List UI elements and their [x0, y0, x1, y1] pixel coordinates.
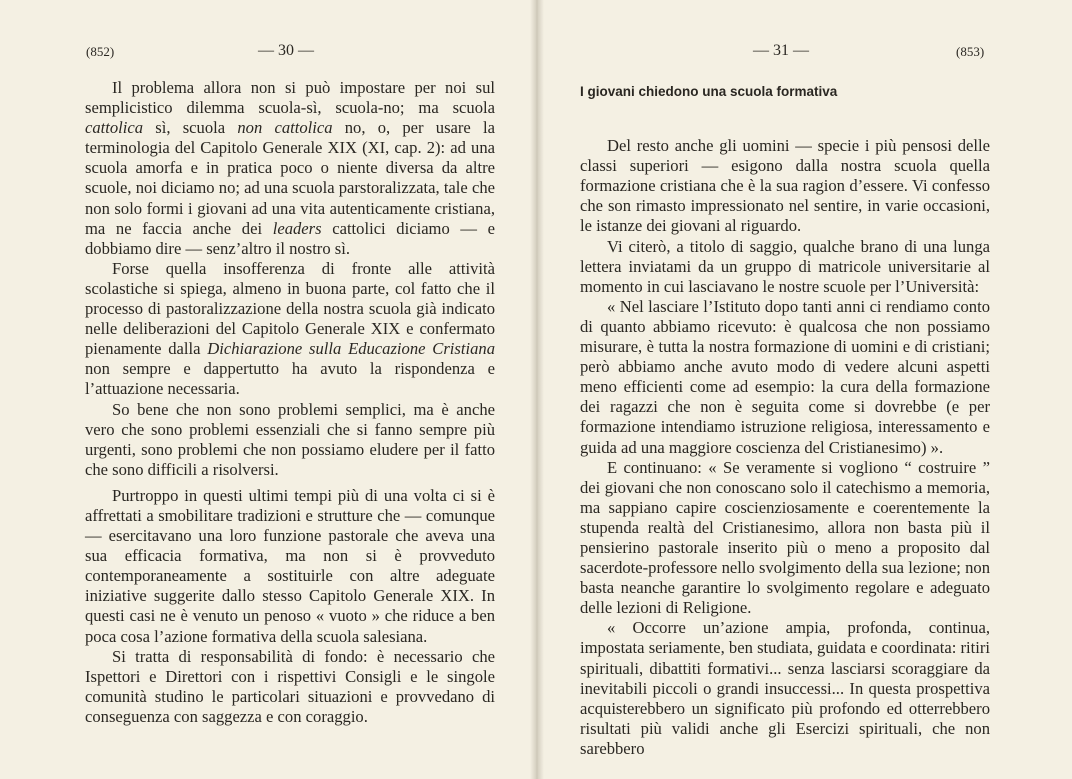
section-title: I giovani chiedono una scuola formativa: [580, 84, 838, 99]
archive-number: (853): [956, 44, 985, 59]
paragraph: « Nel lasciare l’Istituto dopo tanti anni ci rendiamo conto di quanto abbiamo ricevuto: è qualcosa che non possiamo misurare, è tutta la nostra formazione di uomini e di cristiani; però abbiamo anche avuto modo di vedere alcuni aspetti meno efficienti come ad esempio: la cura della formazione dei ragazzi che non è seguita come si dovrebbe (e per formazione intendiamo istruzione religiosa, interessamento e guida ad una maggiore coscienza del Cristianesimo) ».: [580, 296, 990, 457]
book-gutter: [530, 0, 544, 779]
page-number: — 30 —: [258, 42, 314, 59]
italic-term: cattolica: [85, 118, 144, 138]
italic-term: Dichiarazione sulla Educazione Cristiana: [207, 339, 495, 359]
paragraph: Si tratta di responsabilità di fondo: è necessario che Ispettori e Direttori con i rispettivi Consigli e le singole comunità studino le particolari situazioni e provvedano di conseguenza con saggezza e con coraggio.: [85, 646, 495, 726]
paragraph: E continuano: « Se veramente si vogliono “ costruire ” dei giovani che non conoscano solo il catechismo a memoria, ma sappiano capire coscienziosamente e coerentemente la stupenda realtà del Cristianesimo, allora non basta più il pensierino pastorale inserito più o meno a proposito dal sacerdote-professore nello svolgimento della sua lezione; non basta neanche garantire lo svolgimento regolare e adeguato delle lezioni di Religione.: [580, 457, 990, 618]
italic-term: leaders: [272, 218, 322, 238]
paragraph: Del resto anche gli uomini — specie i più pensosi delle classi superiori — esigono dalla nostra scuola quella formazione cristiana che è la sua ragion d’essere. Vi confesso che son rimasto impressionato nel sentire, in varie occasioni, le istanze dei giovani al riguardo.: [580, 136, 990, 236]
body-text: [580, 82, 990, 759]
paragraph: « Occorre un’azione ampia, profonda, continua, impostata seriamente, ben studiata, guidata e coordinata: ritiri spirituali, dibattiti formativi... senza lasciarsi scoraggiare da inevitabili piccoli o grandi insuccessi... In questa prospettiva acquisterebbero un significato più profondo ed otterrebbero risultati più validi anche gli Esercizi spirituali, che non sarebbero: [580, 618, 990, 758]
archive-number: (852): [86, 44, 115, 59]
paragraph: So bene che non sono problemi semplici, ma è anche vero che sono problemi essenziali che si fanno sempre più urgenti, sono problemi che non possiamo eludere per il fatto che sono difficili a risolversi.: [85, 399, 495, 479]
page-number: — 31 —: [753, 42, 809, 59]
paragraph: Purtroppo in questi ultimi tempi più di una volta ci si è affrettati a smobilitare tradizioni e strutture che — comunque — esercitavano una loro funzione pastorale che aveva una sua efficacia formativa, ma non si è provveduto contemporaneamente a sostituirle con altre adeguate iniziative suggerite dallo stesso Capitolo Generale XIX. In questi casi ne è venuto un penoso « vuoto » che riduce a ben poca cosa l’azione formativa della scuola salesiana.: [85, 485, 495, 646]
paragraph: Vi citerò, a titolo di saggio, qualche brano di una lunga lettera inviatami da un gruppo di matricole universitarie al momento in cui lasciavano le nostre scuole per l’Università:: [580, 236, 990, 296]
right-page: [536, 0, 1072, 779]
paragraph: Il problema allora non si può impostare per noi sul semplicistico dilemma scuola-sì, scuola-no; ma scuola cattolica sì, scuola non cattolica no, o, per usare la terminologia del Capitolo Generale XIX (XI, cap. 2): ad una scuola amorfa e in pratica poco o niente diversa da altre scuole, noi diciamo no; ad una scuola parstoralizzata, tale che non solo formi i giovani ad una vita autenticamente cristiana, ma ne faccia anche dei leaders cattolici diciamo — e dobbiamo dire — senz’altro il nostro sì.: [85, 78, 496, 258]
paragraph: Forse quella insofferenza di fronte alle attività scolastiche si spiega, almeno in buona parte, col fatto che il processo di pastoralizzazione della nostra scuola già indicato nelle deliberazioni del Capitolo Generale XIX e confermato pienamente dalla Dichiarazione sulla Educazione Cristiana non sempre e dappertutto ha avuto la rispondenza e l’attuazione necessaria.: [85, 258, 495, 399]
italic-term: non cattolica: [237, 118, 333, 138]
body-text: [85, 78, 495, 727]
